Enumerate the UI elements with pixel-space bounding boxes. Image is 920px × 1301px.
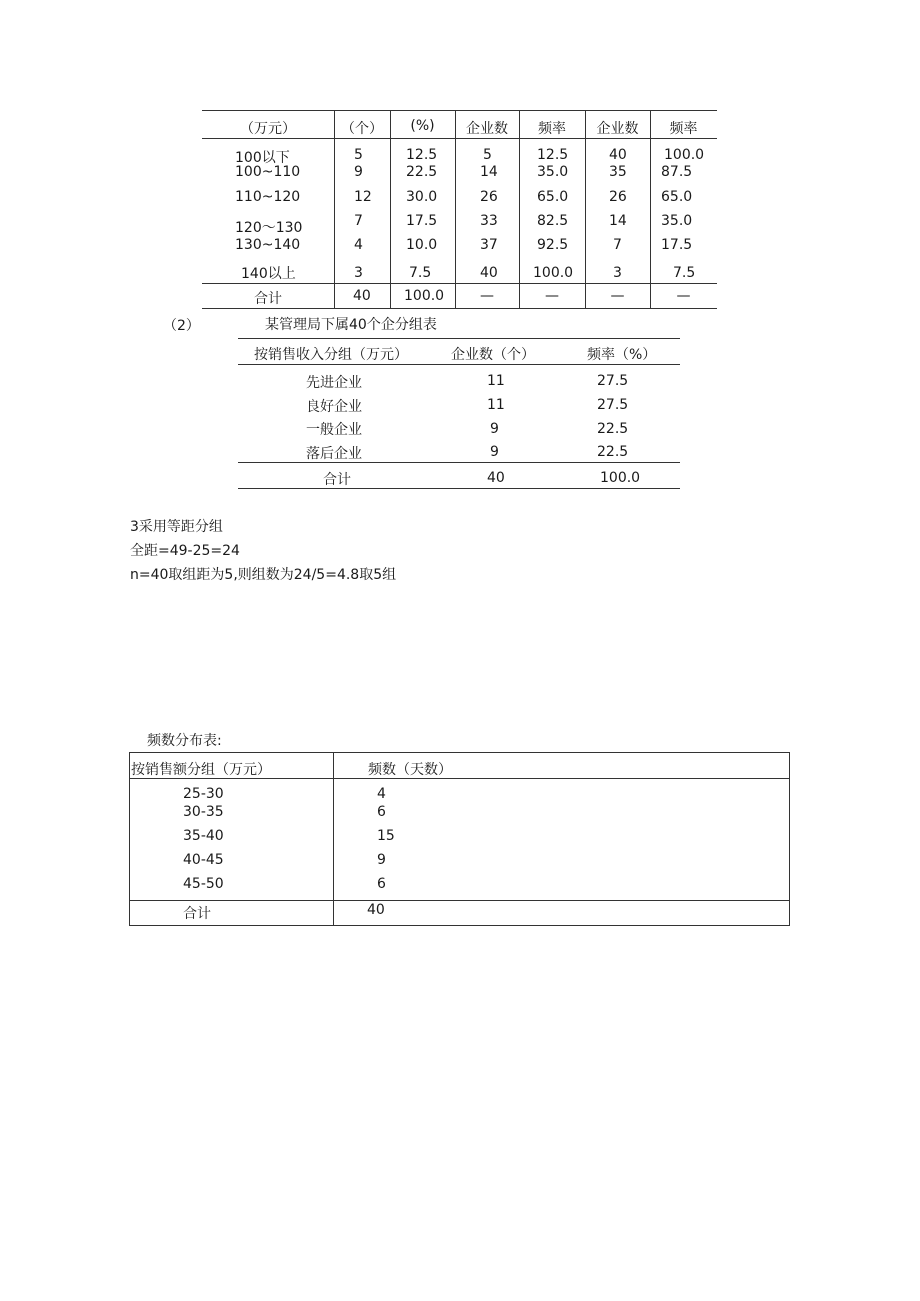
- table1-group-cell: 140以上: [241, 266, 296, 282]
- table3-total-rule: [129, 900, 790, 901]
- table3-cell: 9: [377, 852, 386, 868]
- table1-col-rule: [390, 110, 391, 308]
- table2-cell: 27.5: [597, 397, 629, 413]
- table1-cell: 37: [480, 237, 498, 253]
- table1-total-cell: 40: [353, 288, 371, 304]
- table1-cell: 65.0: [661, 189, 693, 205]
- table1-cell: 40: [480, 265, 498, 281]
- table2-cell: 11: [487, 397, 505, 413]
- table1-cell: 7: [354, 213, 363, 229]
- table1-cell: 7: [613, 237, 622, 253]
- table1-header-cell: (%): [410, 118, 435, 134]
- table2-top-rule: [238, 338, 680, 339]
- section-number: （2）: [163, 318, 200, 334]
- table2-cell: 9: [490, 421, 499, 437]
- table1-total-cell: —: [676, 288, 691, 304]
- table-caption: 频数分布表:: [147, 733, 222, 749]
- table2-cell: 11: [487, 373, 505, 389]
- table1-cell: 3: [354, 265, 363, 281]
- table1-group-cell: 100以下: [235, 150, 290, 166]
- table1-cell: 12: [354, 189, 372, 205]
- table3-bottom-rule: [129, 925, 790, 926]
- group-count-formula: n=40取组距为5,则组数为24/5=4.8取5组: [130, 567, 397, 583]
- table3-cell: 6: [377, 804, 386, 820]
- table1-cell: 4: [354, 237, 363, 253]
- table2-header-cell: 企业数（个）: [451, 347, 535, 363]
- table1-cell: 26: [480, 189, 498, 205]
- table1-total-cell: —: [480, 288, 494, 304]
- table1-cell: 17.5: [661, 237, 693, 253]
- table1-cell: 9: [354, 164, 363, 180]
- table1-cell: 35.0: [661, 213, 693, 229]
- table2-bottom-rule: [238, 488, 680, 489]
- table2-cell: 22.5: [597, 444, 629, 460]
- table3-top-rule: [129, 752, 790, 753]
- table2-total-rule: [238, 462, 680, 463]
- table1-cell: 65.0: [537, 189, 569, 205]
- table1-header-cell: 频率: [538, 121, 566, 137]
- table3-cell: 6: [377, 876, 386, 892]
- table2-cell: 27.5: [597, 373, 629, 389]
- table1-group-cell: 120～130: [235, 220, 303, 236]
- table1-col-rule: [455, 110, 456, 308]
- table1-cell: 40: [609, 147, 627, 163]
- table2-cell: 9: [490, 444, 499, 460]
- table2-header-cell: 频率（%）: [587, 347, 657, 363]
- table3-right-border: [789, 752, 790, 926]
- table2-total-cell: 100.0: [600, 470, 641, 486]
- table1-header-cell: 频率: [669, 121, 698, 137]
- table2-group-cell: 落后企业: [306, 446, 362, 462]
- table3-header-cell: 频数（天数）: [368, 762, 452, 778]
- table2-group-cell: 先进企业: [306, 375, 362, 391]
- table-title: 某管理局下属40个企分组表: [265, 317, 437, 333]
- table1-cell: 22.5: [406, 164, 438, 180]
- table1-bottom-rule: [202, 308, 717, 309]
- table3-group-cell: 45-50: [183, 876, 224, 892]
- table3-group-cell: 25-30: [183, 786, 224, 802]
- table1-cell: 7.5: [673, 265, 696, 281]
- table1-col-rule: [585, 110, 586, 308]
- table2-group-cell: 一般企业: [306, 422, 362, 438]
- table1-cell: 87.5: [661, 164, 693, 180]
- table3-group-cell: 30-35: [183, 804, 224, 820]
- table1-cell: 5: [354, 147, 363, 163]
- table2-header-cell: 按销售收入分组（万元）: [254, 347, 408, 363]
- table1-group-cell: 130~140: [235, 237, 301, 253]
- table1-cell: 33: [480, 213, 498, 229]
- table1-top-rule: [202, 110, 717, 111]
- table3-header-cell: 按销售额分组（万元）: [131, 762, 271, 778]
- table1-cell: 14: [480, 164, 498, 180]
- table1-cell: 35.0: [537, 164, 569, 180]
- table1-col-rule: [650, 110, 651, 308]
- table1-total-label: 合计: [254, 291, 282, 307]
- table1-cell: 17.5: [406, 213, 438, 229]
- table1-cell: 7.5: [409, 265, 432, 281]
- table1-group-cell: 100~110: [235, 164, 301, 180]
- section3-heading: 3采用等距分组: [130, 519, 223, 535]
- table2-header-rule: [238, 364, 680, 365]
- table3-col-rule: [333, 752, 334, 926]
- table1-cell: 3: [613, 265, 622, 281]
- range-formula: 全距=49-25=24: [130, 543, 240, 559]
- table3-cell: 4: [377, 786, 386, 802]
- table2-cell: 22.5: [597, 421, 629, 437]
- table1-cell: 30.0: [406, 189, 438, 205]
- table1-header-cell: 企业数: [596, 121, 639, 137]
- table1-cell: 100.0: [533, 265, 574, 281]
- table2-total-cell: 40: [487, 470, 505, 486]
- table1-cell: 35: [609, 164, 627, 180]
- table1-col-rule: [519, 110, 520, 308]
- table1-group-cell: 110~120: [235, 189, 301, 205]
- table3-total-cell: 40: [367, 902, 385, 918]
- table1-header-cell: （万元）: [240, 121, 296, 137]
- table1-total-cell: —: [610, 288, 625, 304]
- table1-total-rule: [202, 283, 717, 284]
- table1-cell: 12.5: [406, 147, 438, 163]
- table1-cell: 10.0: [406, 237, 438, 253]
- table2-group-cell: 良好企业: [306, 399, 362, 415]
- table1-cell: 26: [609, 189, 627, 205]
- table1-cell: 92.5: [537, 237, 569, 253]
- table1-cell: 5: [483, 147, 492, 163]
- table1-col-rule: [334, 110, 335, 308]
- table1-cell: 14: [609, 213, 627, 229]
- table3-total-label: 合计: [183, 906, 211, 922]
- table1-header-cell: （个）: [341, 121, 383, 137]
- table3-left-border: [129, 752, 130, 926]
- table1-total-cell: —: [545, 288, 559, 304]
- table3-group-cell: 35-40: [183, 828, 224, 844]
- table1-total-cell: 100.0: [404, 288, 445, 304]
- table1-header-rule: [202, 138, 717, 139]
- table3-group-cell: 40-45: [183, 852, 224, 868]
- table2-total-label: 合计: [323, 472, 351, 488]
- table1-cell: 12.5: [537, 147, 569, 163]
- table1-header-cell: 企业数: [466, 121, 508, 137]
- table3-cell: 15: [377, 828, 395, 844]
- table1-cell: 100.0: [664, 147, 705, 163]
- table1-cell: 82.5: [537, 213, 569, 229]
